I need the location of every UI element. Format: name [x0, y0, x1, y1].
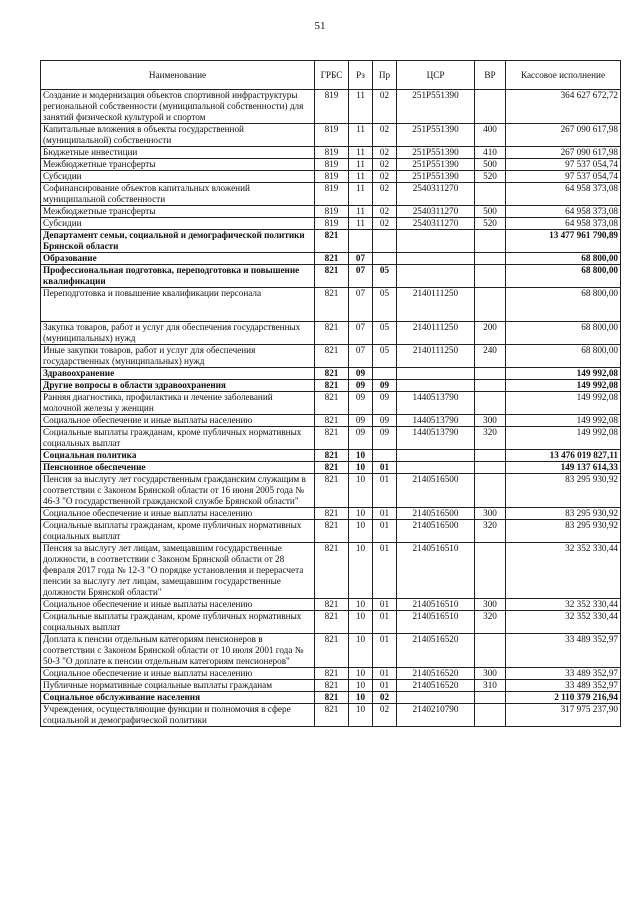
cell-name: Межбюджетные трансферты	[41, 206, 315, 218]
cell-vr	[475, 253, 506, 265]
cell-vr: 410	[475, 147, 506, 159]
cell-grbs: 819	[315, 171, 349, 183]
cell-name: Социальные выплаты гражданам, кроме публичных нормативных социальных выплат	[41, 520, 315, 543]
cell-rz: 10	[349, 599, 373, 611]
table-row	[41, 543, 621, 599]
cell-rz: 11	[349, 124, 373, 147]
cell-vr: 310	[475, 680, 506, 692]
cell-sum: 149 992,08	[506, 415, 621, 427]
cell-sum: 267 090 617,98	[506, 147, 621, 159]
cell-rz: 10	[349, 634, 373, 668]
header-vr: ВР	[475, 61, 506, 90]
cell-rz: 11	[349, 147, 373, 159]
cell-vr	[475, 474, 506, 508]
cell-rz: 10	[349, 704, 373, 727]
cell-sum: 13 476 019 827,11	[506, 450, 621, 462]
cell-vr	[475, 368, 506, 380]
header-csr: ЦСР	[397, 61, 475, 90]
table-row	[41, 462, 621, 474]
cell-pr: 09	[373, 427, 397, 450]
cell-vr: 300	[475, 599, 506, 611]
cell-grbs: 821	[315, 692, 349, 704]
table-row	[41, 253, 621, 265]
cell-csr: 2540311270	[397, 206, 475, 218]
cell-grbs: 819	[315, 159, 349, 171]
cell-rz: 10	[349, 520, 373, 543]
cell-name: Социальные выплаты гражданам, кроме публичных нормативных социальных выплат	[41, 427, 315, 450]
cell-rz: 10	[349, 543, 373, 599]
table-header-row	[41, 61, 621, 90]
table-row	[41, 415, 621, 427]
cell-grbs: 821	[315, 611, 349, 634]
cell-name: Социальное обеспечение и иные выплаты населению	[41, 599, 315, 611]
cell-sum: 267 090 617,98	[506, 124, 621, 147]
cell-grbs: 819	[315, 218, 349, 230]
budget-table	[40, 60, 621, 727]
cell-sum: 68 800,00	[506, 345, 621, 368]
cell-csr: 2140516520	[397, 634, 475, 668]
cell-vr	[475, 265, 506, 288]
cell-pr: 02	[373, 692, 397, 704]
cell-rz: 07	[349, 265, 373, 288]
cell-sum: 32 352 330,44	[506, 599, 621, 611]
cell-pr: 02	[373, 171, 397, 183]
cell-vr	[475, 462, 506, 474]
cell-grbs: 821	[315, 508, 349, 520]
cell-name: Образование	[41, 253, 315, 265]
cell-csr: 251P551390	[397, 124, 475, 147]
cell-sum: 64 958 373,08	[506, 206, 621, 218]
cell-vr: 520	[475, 171, 506, 183]
cell-csr	[397, 450, 475, 462]
header-sum: Кассовое исполнение	[506, 61, 621, 90]
cell-rz: 10	[349, 508, 373, 520]
table-row	[41, 206, 621, 218]
table-row	[41, 668, 621, 680]
cell-name: Социальная политика	[41, 450, 315, 462]
table-row	[41, 230, 621, 253]
cell-rz	[349, 230, 373, 253]
cell-name: Закупка товаров, работ и услуг для обеспечения государственных (муниципальных) нужд	[41, 322, 315, 345]
cell-rz: 10	[349, 668, 373, 680]
table-row	[41, 704, 621, 727]
cell-grbs: 819	[315, 147, 349, 159]
cell-pr	[373, 368, 397, 380]
cell-pr: 09	[373, 392, 397, 415]
cell-vr: 500	[475, 159, 506, 171]
cell-csr: 251P551390	[397, 147, 475, 159]
cell-pr: 09	[373, 415, 397, 427]
cell-name: Иные закупки товаров, работ и услуг для обеспечения государственных (муниципальных) нужд	[41, 345, 315, 368]
cell-pr: 05	[373, 288, 397, 322]
cell-sum: 97 537 054,74	[506, 171, 621, 183]
header-grbs: ГРБС	[315, 61, 349, 90]
table-row	[41, 380, 621, 392]
cell-grbs: 821	[315, 265, 349, 288]
cell-name: Публичные нормативные социальные выплаты гражданам	[41, 680, 315, 692]
cell-pr: 02	[373, 704, 397, 727]
table-row	[41, 508, 621, 520]
cell-csr	[397, 368, 475, 380]
cell-sum: 68 800,00	[506, 253, 621, 265]
cell-pr	[373, 230, 397, 253]
cell-name: Пенсия за выслугу лет государственным гражданским служащим в соответствии с Законом Брянской области от 16 июня 2005 года № 46-З "О государственной гражданской службе Брянской области"	[41, 474, 315, 508]
cell-vr	[475, 692, 506, 704]
cell-pr	[373, 450, 397, 462]
table-row	[41, 520, 621, 543]
cell-pr: 01	[373, 668, 397, 680]
cell-sum: 364 627 672,72	[506, 90, 621, 124]
cell-sum: 33 489 352,97	[506, 634, 621, 668]
cell-rz: 11	[349, 206, 373, 218]
cell-csr: 2140516500	[397, 508, 475, 520]
cell-rz: 10	[349, 474, 373, 508]
cell-vr: 300	[475, 668, 506, 680]
cell-grbs: 821	[315, 392, 349, 415]
cell-vr	[475, 543, 506, 599]
cell-pr: 05	[373, 322, 397, 345]
cell-vr: 520	[475, 218, 506, 230]
page-number: 51	[314, 20, 326, 32]
cell-rz: 11	[349, 159, 373, 171]
cell-vr: 200	[475, 322, 506, 345]
table-row	[41, 345, 621, 368]
cell-pr: 01	[373, 462, 397, 474]
table-row	[41, 124, 621, 147]
cell-grbs: 819	[315, 124, 349, 147]
cell-rz: 11	[349, 90, 373, 124]
cell-vr	[475, 704, 506, 727]
cell-pr: 02	[373, 218, 397, 230]
cell-csr: 2140210790	[397, 704, 475, 727]
cell-rz: 10	[349, 462, 373, 474]
cell-sum: 149 992,08	[506, 392, 621, 415]
cell-sum: 83 295 930,92	[506, 520, 621, 543]
cell-rz: 10	[349, 680, 373, 692]
table-row	[41, 368, 621, 380]
cell-rz: 11	[349, 183, 373, 206]
cell-sum: 83 295 930,92	[506, 474, 621, 508]
table-row	[41, 599, 621, 611]
cell-name: Субсидии	[41, 218, 315, 230]
cell-sum: 149 992,08	[506, 380, 621, 392]
cell-grbs: 819	[315, 90, 349, 124]
cell-rz: 11	[349, 171, 373, 183]
cell-name: Социальное обслуживание населения	[41, 692, 315, 704]
cell-grbs: 821	[315, 462, 349, 474]
cell-sum: 68 800,00	[506, 265, 621, 288]
cell-sum: 33 489 352,97	[506, 668, 621, 680]
cell-pr: 05	[373, 345, 397, 368]
cell-csr: 1440513790	[397, 427, 475, 450]
cell-grbs: 819	[315, 206, 349, 218]
cell-grbs: 821	[315, 288, 349, 322]
cell-grbs: 821	[315, 368, 349, 380]
table-row	[41, 90, 621, 124]
cell-name: Доплата к пенсии отдельным категориям пенсионеров в соответствии с Законом Брянской области от 10 июля 2001 года № 50-З "О доплате к пенсии отдельным категориям пенсионеров"	[41, 634, 315, 668]
cell-grbs: 821	[315, 230, 349, 253]
cell-grbs: 821	[315, 427, 349, 450]
cell-vr: 400	[475, 124, 506, 147]
cell-vr	[475, 288, 506, 322]
cell-rz: 07	[349, 288, 373, 322]
cell-name: Социальное обеспечение и иные выплаты населению	[41, 508, 315, 520]
cell-vr: 300	[475, 415, 506, 427]
cell-pr: 02	[373, 90, 397, 124]
cell-vr	[475, 380, 506, 392]
table-row	[41, 680, 621, 692]
table-row	[41, 288, 621, 322]
cell-grbs: 821	[315, 599, 349, 611]
cell-csr	[397, 253, 475, 265]
cell-rz: 09	[349, 380, 373, 392]
table-row	[41, 427, 621, 450]
cell-rz: 10	[349, 692, 373, 704]
cell-rz: 10	[349, 450, 373, 462]
cell-csr	[397, 230, 475, 253]
cell-pr: 01	[373, 611, 397, 634]
cell-vr: 320	[475, 520, 506, 543]
cell-pr: 01	[373, 520, 397, 543]
cell-csr	[397, 462, 475, 474]
cell-pr: 01	[373, 680, 397, 692]
cell-name: Ранняя диагностика, профилактика и лечение заболеваний молочной железы у женщин	[41, 392, 315, 415]
cell-pr: 01	[373, 634, 397, 668]
cell-csr: 2140516500	[397, 474, 475, 508]
cell-vr	[475, 230, 506, 253]
cell-rz: 07	[349, 253, 373, 265]
cell-grbs: 821	[315, 543, 349, 599]
cell-name: Субсидии	[41, 171, 315, 183]
cell-vr	[475, 392, 506, 415]
table-row	[41, 611, 621, 634]
cell-grbs: 821	[315, 345, 349, 368]
cell-pr: 01	[373, 543, 397, 599]
cell-pr: 02	[373, 183, 397, 206]
cell-grbs: 819	[315, 183, 349, 206]
cell-sum: 13 477 961 790,89	[506, 230, 621, 253]
cell-csr: 1440513790	[397, 415, 475, 427]
table-row	[41, 147, 621, 159]
cell-sum: 83 295 930,92	[506, 508, 621, 520]
table-row	[41, 450, 621, 462]
cell-vr: 300	[475, 508, 506, 520]
cell-csr	[397, 692, 475, 704]
cell-csr: 1440513790	[397, 392, 475, 415]
table-row	[41, 171, 621, 183]
table-row	[41, 159, 621, 171]
cell-grbs: 821	[315, 520, 349, 543]
cell-rz: 11	[349, 218, 373, 230]
header-name: Наименование	[41, 61, 315, 90]
cell-name: Переподготовка и повышение квалификации персонала	[41, 288, 315, 322]
cell-name: Социальное обеспечение и иные выплаты населению	[41, 415, 315, 427]
cell-name: Департамент семьи, социальной и демографической политики Брянской области	[41, 230, 315, 253]
cell-csr: 2140111250	[397, 345, 475, 368]
cell-vr: 500	[475, 206, 506, 218]
cell-csr: 2140516520	[397, 680, 475, 692]
cell-name: Пенсия за выслугу лет лицам, замещавшим государственные должности, в соответствии с Законом Брянской области от 28 февраля 2017 года № 12-З "О порядке установления и перерасчета пенсии за выслугу лет лицам, замещавшим государственные должности Брянской области"	[41, 543, 315, 599]
cell-csr	[397, 380, 475, 392]
cell-grbs: 821	[315, 450, 349, 462]
cell-name: Пенсионное обеспечение	[41, 462, 315, 474]
cell-sum: 149 137 614,33	[506, 462, 621, 474]
cell-sum: 64 958 373,08	[506, 183, 621, 206]
header-pr: Пр	[373, 61, 397, 90]
cell-csr: 251P551390	[397, 159, 475, 171]
table-row	[41, 634, 621, 668]
cell-name: Здравоохранение	[41, 368, 315, 380]
cell-csr: 2140516510	[397, 543, 475, 599]
cell-csr: 2140516500	[397, 520, 475, 543]
cell-rz: 09	[349, 368, 373, 380]
table-row	[41, 692, 621, 704]
cell-pr	[373, 253, 397, 265]
cell-grbs: 821	[315, 668, 349, 680]
cell-rz: 09	[349, 392, 373, 415]
table-row	[41, 322, 621, 345]
cell-vr: 320	[475, 427, 506, 450]
cell-vr	[475, 450, 506, 462]
cell-grbs: 821	[315, 680, 349, 692]
cell-pr: 02	[373, 159, 397, 171]
table-row	[41, 265, 621, 288]
cell-name: Межбюджетные трансферты	[41, 159, 315, 171]
cell-sum: 68 800,00	[506, 322, 621, 345]
header-rz: Рз	[349, 61, 373, 90]
cell-name: Создание и модернизация объектов спортивной инфраструктуры региональной собственности (муниципальной собственности) для занятий физической культурой и спортом	[41, 90, 315, 124]
cell-name: Социальные выплаты гражданам, кроме публичных нормативных социальных выплат	[41, 611, 315, 634]
cell-pr: 02	[373, 206, 397, 218]
cell-csr: 2140516520	[397, 668, 475, 680]
cell-pr: 02	[373, 124, 397, 147]
cell-pr: 05	[373, 265, 397, 288]
cell-vr	[475, 634, 506, 668]
cell-name: Капитальные вложения в объекты государственной (муниципальной) собственности	[41, 124, 315, 147]
cell-sum: 149 992,08	[506, 427, 621, 450]
cell-vr	[475, 90, 506, 124]
table-row	[41, 474, 621, 508]
cell-csr: 2540311270	[397, 218, 475, 230]
table-body	[41, 90, 621, 727]
cell-grbs: 821	[315, 253, 349, 265]
cell-csr: 2140516510	[397, 599, 475, 611]
cell-name: Софинансирование объектов капитальных вложений муниципальной собственности	[41, 183, 315, 206]
cell-rz: 07	[349, 345, 373, 368]
cell-grbs: 821	[315, 634, 349, 668]
cell-sum: 97 537 054,74	[506, 159, 621, 171]
cell-csr: 251P551390	[397, 171, 475, 183]
cell-vr	[475, 183, 506, 206]
cell-sum: 317 975 237,90	[506, 704, 621, 727]
cell-name: Социальное обеспечение и иные выплаты населению	[41, 668, 315, 680]
cell-sum: 68 800,00	[506, 288, 621, 322]
cell-sum: 149 992,08	[506, 368, 621, 380]
cell-name: Учреждения, осуществляющие функции и полномочия в сфере социальной и демографической политики	[41, 704, 315, 727]
cell-name: Профессиональная подготовка, переподготовка и повышение квалификации	[41, 265, 315, 288]
cell-pr: 01	[373, 599, 397, 611]
cell-sum: 32 352 330,44	[506, 611, 621, 634]
cell-sum: 2 110 379 216,94	[506, 692, 621, 704]
cell-sum: 64 958 373,08	[506, 218, 621, 230]
cell-grbs: 821	[315, 704, 349, 727]
cell-pr: 01	[373, 474, 397, 508]
cell-vr: 240	[475, 345, 506, 368]
table-row	[41, 183, 621, 206]
cell-grbs: 821	[315, 415, 349, 427]
cell-pr: 02	[373, 147, 397, 159]
cell-rz: 07	[349, 322, 373, 345]
cell-rz: 10	[349, 611, 373, 634]
cell-grbs: 821	[315, 380, 349, 392]
cell-sum: 33 489 352,97	[506, 680, 621, 692]
table-row	[41, 392, 621, 415]
cell-pr: 09	[373, 380, 397, 392]
cell-grbs: 821	[315, 474, 349, 508]
cell-csr	[397, 265, 475, 288]
cell-grbs: 821	[315, 322, 349, 345]
cell-sum: 32 352 330,44	[506, 543, 621, 599]
table-row	[41, 218, 621, 230]
cell-csr: 2140111250	[397, 288, 475, 322]
cell-csr: 2140111250	[397, 322, 475, 345]
cell-csr: 251P551390	[397, 90, 475, 124]
cell-pr: 01	[373, 508, 397, 520]
cell-rz: 09	[349, 427, 373, 450]
cell-csr: 2140516510	[397, 611, 475, 634]
cell-vr: 320	[475, 611, 506, 634]
cell-rz: 09	[349, 415, 373, 427]
cell-csr: 2540311270	[397, 183, 475, 206]
cell-name: Бюджетные инвестиции	[41, 147, 315, 159]
cell-name: Другие вопросы в области здравоохранения	[41, 380, 315, 392]
